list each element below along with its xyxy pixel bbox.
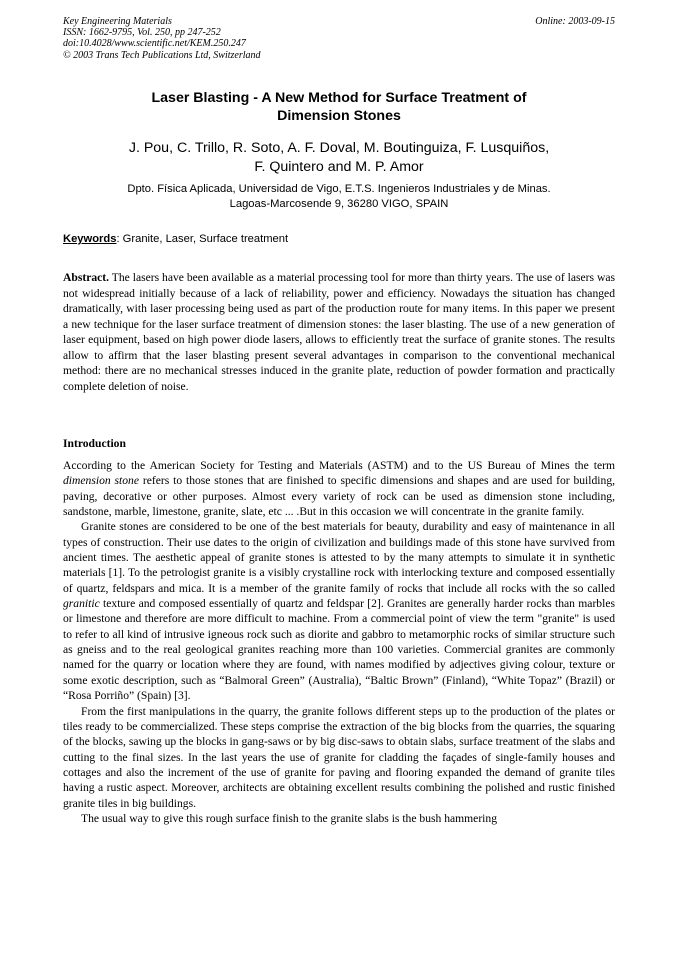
journal-name: Key Engineering Materials xyxy=(63,16,172,27)
emphasis: granitic xyxy=(63,597,100,611)
paragraph: The usual way to give this rough surface finish to the granite slabs is the bush hammering xyxy=(81,811,497,825)
doi-line: doi:10.4028/www.scientific.net/KEM.250.247 xyxy=(63,38,246,50)
affiliation xyxy=(63,182,615,212)
abstract-label: Abstract. xyxy=(63,271,110,284)
title-line-1: Laser Blasting - A New Method for Surface Treatment of xyxy=(151,90,527,106)
section-heading-introduction: Introduction xyxy=(63,437,126,450)
affiliation-line-1: Dpto. Física Aplicada, Universidad de Vigo, E.T.S. Ingenieros Industriales y de Minas. xyxy=(127,183,551,195)
online-date: Online: 2003-09-15 xyxy=(535,16,615,27)
keywords-label: Keywords xyxy=(63,233,117,245)
introduction-body xyxy=(63,458,615,826)
authors-line-2: F. Quintero and M. P. Amor xyxy=(254,159,424,175)
author-list xyxy=(63,139,615,177)
title-line-2: Dimension Stones xyxy=(277,108,401,124)
emphasis: dimension stone xyxy=(63,474,139,488)
paper-title xyxy=(63,89,615,125)
paragraph-text: According to the American Society for Testing and Materials (ASTM) and to the US Bureau of Mines the term xyxy=(63,459,615,472)
abstract-text: The lasers have been available as a material processing tool for more than thirty years. The use of lasers was not widespread initially because of a lack of reliability, power and efficiency. Nowadays the situation has changed dramatically, with laser processing being used as part of the production route for many items. In this paper we present a new technique for the laser surface treatment of dimension stones: the laser blasting. The use of a new generation of laser equipment, based on high power diode lasers, allows to efficiently treat the surface of granite stones. The results allow to affirm that the laser blasting present several advantages in comparison to the conventional mechanical method: there are no mechanical stresses induced in the granite plate, reduction of powder formation and practically complete deletion of noise. xyxy=(63,271,615,393)
copyright-line: © 2003 Trans Tech Publications Ltd, Switzerland xyxy=(63,49,261,61)
keywords xyxy=(63,232,615,247)
issn-line: ISSN: 1662-9795, Vol. 250, pp 247-252 xyxy=(63,27,221,39)
paragraph xyxy=(63,519,615,703)
journal-header xyxy=(63,16,615,61)
paragraph-text: texture and composed essentially of quartz and feldspar [2]. Granites are generally harder rocks than marbles or limestone and therefore are more difficult to machine. From a commercial point of view the term "granite" is used to refer to all kind of intrusive igneous rock such as diorite and gabbro to metamorphic rocks of similar structure such as gneiss and to the real geological granites reaching more than 100 varieties. Commercial granites are commonly named for the quarry or location where they are found, with names modified by adjectives giving colour, texture or some exotic description, such as “Balmoral Green” (Australia), “Baltic Brown” (Finland), “White Topaz” (Brazil) or “Rosa Porriño” (Spain) [3]. xyxy=(63,597,615,703)
paragraph: From the first manipulations in the quarry, the granite follows different steps up to the production of the plates or tiles ready to be commercialized. These steps comprise the extraction of the big blocks from the quarries, the squaring of the blocks, sawing up the blocks in gang-saws or by big disc-saws to obtain slabs, surface treatment of the slabs and cutting to the final sizes. In the last years the use of granite for cladding the façades of single-family houses and cottages and also the increment of the use of granite for paving and flooring expanded the demand of granite tiles having a rustic aspect. Moreover, architects are obtaining excellent results combining the polished and rustic finished granite tiles in big buildings. xyxy=(63,704,615,810)
paragraph-text: refers to those stones that are finished to specific dimensions and shapes and are used for building, paving, decorative or other purposes. Almost every variety of rock can be used as dimension stone including, sandstone, marble, limestone, granite, slate, etc ... .But in this occasion we will concentrate in the granite family. xyxy=(63,474,616,519)
affiliation-line-2: Lagoas-Marcosende 9, 36280 VIGO, SPAIN xyxy=(229,198,449,210)
authors-line-1: J. Pou, C. Trillo, R. Soto, A. F. Doval, M. Boutinguiza, F. Lusquiños, xyxy=(128,140,550,156)
paragraph xyxy=(63,458,615,519)
keywords-text: : Granite, Laser, Surface treatment xyxy=(116,233,289,245)
abstract xyxy=(63,270,615,394)
paragraph-text: Granite stones are considered to be one of the best materials for beauty, durability and easy of maintenance in all types of construction. Their use dates to the origin of civilization and buildings made of this stone have survived from ancient times. The aesthetic appeal of granite stones is attested to by the many attempts to simulate it in synthetic materials [1]. To the petrologist granite is a visibly crystalline rock with interlocking texture and composed essentially of quartz, feldspars and mica. It is a member of the granite family of rocks that include all rocks with the so called xyxy=(63,520,615,595)
